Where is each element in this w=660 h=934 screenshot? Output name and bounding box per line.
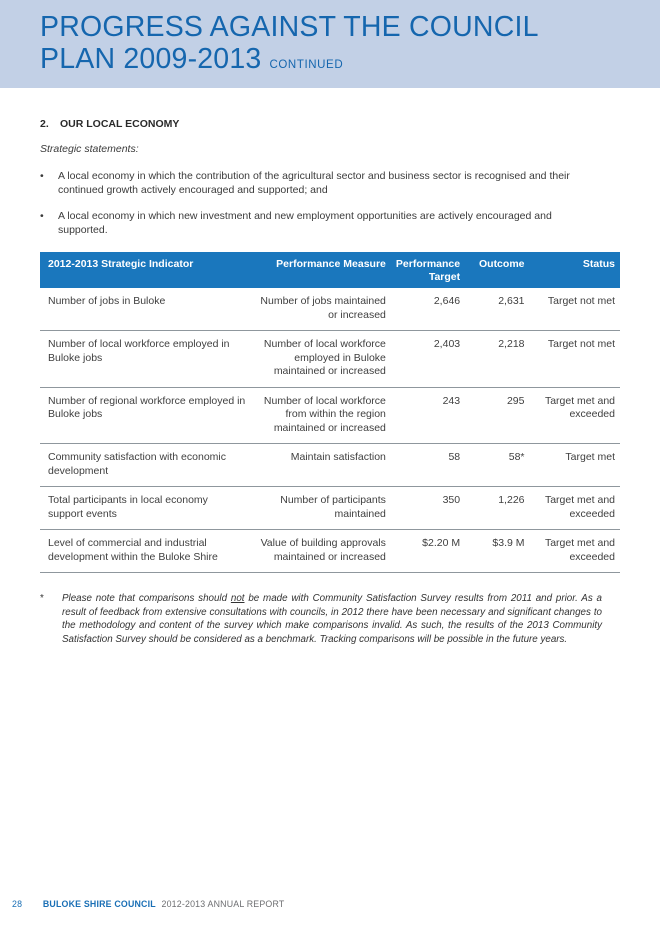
page-title-line2: PLAN 2009-2013 [40,43,262,75]
cell-measure: Number of local workforce from within the region maintained or increased [263,394,386,434]
table-row [40,444,620,487]
table-header [40,252,620,288]
strategic-statements-list [40,169,620,237]
footnote-text-after: be made with Community Satisfaction Survey results from 2011 and prior. As a result of feedback from extensive consultations with councils, in 2012 there have been necessary and significant changes to the methodology and content of the survey which make comparisons invalid. As such, the results of the 2013 Community Satisfaction Survey should be considered as a benchmark. Tracking comparisons will be possible in the future years. [62,593,602,645]
list-item [40,169,604,197]
cell-indicator: Community satisfaction with economic development [48,451,226,477]
list-item [40,209,604,237]
bullet-icon: • [40,170,44,182]
cell-outcome: 58* [508,451,525,463]
footnote-marker: * [40,593,44,604]
column-header-target: Performance Target [391,252,465,288]
footnote-text [62,592,620,646]
cell-status: Target met and exceeded [544,537,615,563]
table-header-row [40,252,620,288]
cell-outcome: 2,218 [498,338,525,350]
page-number: 28 [12,899,23,909]
cell-indicator: Number of local workforce employed in Buloke jobs [48,338,230,364]
report-title: 2012-2013 ANNUAL REPORT [161,899,285,909]
table-row [40,331,620,388]
cell-outcome: $3.9 M [492,537,525,549]
column-header-status: Status [530,252,621,288]
cell-target: $2.20 M [422,537,461,549]
cell-outcome: 2,631 [498,295,525,307]
cell-target: 243 [442,394,461,407]
strategic-statements-label: Strategic statements: [40,143,139,155]
cell-measure: Value of building approvals maintained or increased [260,537,386,563]
section-heading [40,118,620,130]
cell-target: 58 [448,451,461,463]
table-row [40,387,620,444]
page-title [40,11,660,81]
cell-status: Target not met [547,295,615,307]
cell-outcome: 295 [506,394,525,407]
column-header-indicator: 2012-2013 Strategic Indicator [40,252,251,288]
cell-indicator: Level of commercial and industrial development within the Buloke Shire [48,537,218,563]
column-header-measure: Performance Measure [251,252,391,288]
table-row [40,487,620,530]
cell-measure: Number of jobs maintained or increased [260,295,386,321]
cell-indicator: Total participants in local economy support events [48,494,208,520]
strategic-statement-text: A local economy in which the contribution of the agricultural sector and business sector is recognised and their continued growth actively encouraged and supported; and [58,170,570,196]
cell-measure: Number of local workforce employed in Buloke maintained or increased [263,338,386,377]
strategic-indicator-table [40,252,620,573]
cell-measure: Number of participants maintained [280,494,386,520]
council-name: BULOKE SHIRE COUNCIL [42,899,156,909]
cell-target: 2,403 [433,338,461,350]
cell-status: Target met and exceeded [544,494,615,520]
table-row [40,530,620,573]
continued-label: CONTINUED [269,59,344,71]
table-body [40,288,620,573]
cell-status: Target met [565,451,615,463]
cell-indicator: Number of jobs in Buloke [48,295,166,307]
cell-status: Target not met [547,338,615,350]
cell-target: 2,646 [433,295,461,307]
cell-indicator: Number of regional workforce employed in Buloke jobs [48,394,246,420]
page-content [0,118,660,646]
bullet-icon: • [40,210,44,222]
footnote-underlined-word: not [230,593,245,604]
page-footer [0,899,660,909]
page-banner [0,0,660,88]
table-row [40,288,620,331]
cell-outcome: 1,226 [498,494,525,506]
cell-target: 350 [442,494,461,506]
section-number: 2. [40,118,49,130]
cell-measure: Maintain satisfaction [290,451,386,463]
cell-status: Target met and exceeded [544,394,615,420]
page-title-line1: PROGRESS AGAINST THE COUNCIL [40,11,539,43]
strategic-statement-text: A local economy in which new investment and new employment opportunities are actively encouraged and supported. [58,210,552,236]
section-title: OUR LOCAL ECONOMY [60,118,180,130]
footnote-text-before: Please note that comparisons should [62,593,231,604]
footnote [40,592,620,646]
column-header-outcome: Outcome [465,252,529,288]
